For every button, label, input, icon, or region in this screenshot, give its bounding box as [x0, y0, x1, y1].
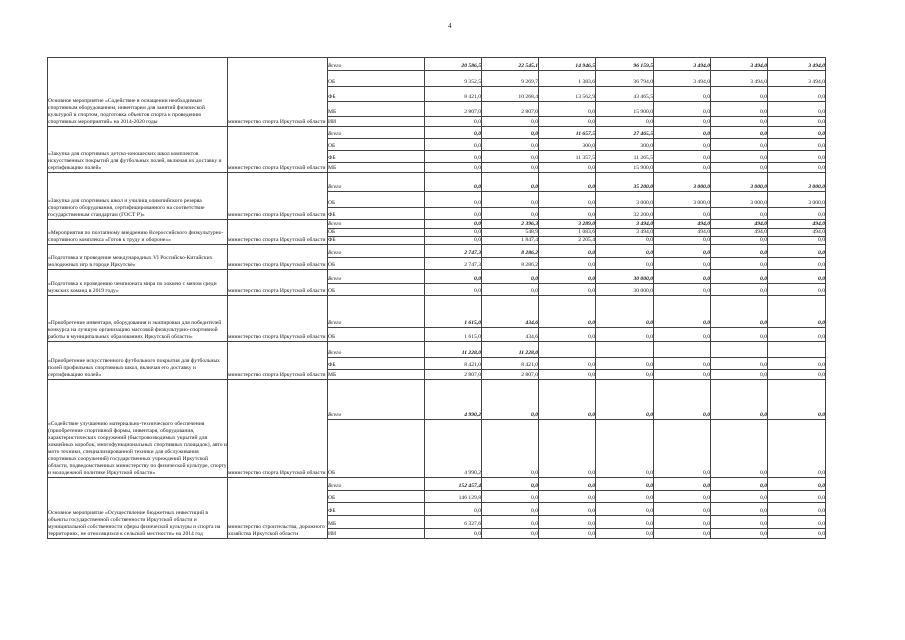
- amount-cell: 0,0: [596, 358, 654, 370]
- budget-table: [47, 57, 826, 539]
- funding-source: ИИ: [328, 117, 425, 127]
- amount-cell: 0,0: [768, 370, 826, 380]
- amount-cell: 0,0: [596, 529, 654, 539]
- funding-source: ОБ: [328, 192, 425, 208]
- amount-cell: 0,0: [482, 163, 539, 173]
- amount-cell: 0,0: [425, 229, 482, 237]
- amount-cell: 0,0: [539, 163, 596, 173]
- amount-cell: 1 083,6: [539, 229, 596, 237]
- amount-cell: 22 545,1: [482, 58, 539, 71]
- funding-source: Всего: [328, 342, 425, 358]
- funding-source: ОБ: [328, 420, 425, 478]
- amount-cell: 0,0: [539, 173, 596, 192]
- amount-cell: 0,0: [539, 258, 596, 270]
- amount-cell: 0,0: [539, 192, 596, 208]
- table-row: [48, 173, 826, 192]
- amount-cell: 0,0: [654, 87, 711, 102]
- amount-cell: 0,0: [654, 296, 711, 328]
- measure-name: «Мероприятия по поэтапному внедрению Всероссийского физкультурно-спортивного комплекса «Готов к труду и обороне»»: [48, 220, 228, 245]
- amount-cell: 0,0: [539, 370, 596, 380]
- budget-table-body: [48, 58, 826, 539]
- amount-cell: 0,0: [654, 163, 711, 173]
- amount-cell: 43 465,5: [596, 87, 654, 102]
- funding-source: Всего: [328, 245, 425, 258]
- amount-cell: 0,0: [768, 258, 826, 270]
- amount-cell: 0,0: [654, 370, 711, 380]
- amount-cell: 0,0: [711, 127, 768, 139]
- amount-cell: 0,0: [711, 516, 768, 529]
- amount-cell: 0,0: [539, 328, 596, 342]
- amount-cell: 0,0: [711, 478, 768, 491]
- amount-cell: 146 129,8: [425, 491, 482, 503]
- funding-source: Всего: [328, 478, 425, 491]
- amount-cell: 0,0: [425, 192, 482, 208]
- amount-cell: 13 562,9: [539, 87, 596, 102]
- amount-cell: 0,0: [539, 420, 596, 478]
- measure-name: «Подготовка к проведению чемпионата мира по хоккею с мячом среди мужских команд в 2019 году»: [48, 270, 228, 296]
- funding-source: МБ: [328, 102, 425, 117]
- amount-cell: 0,0: [596, 328, 654, 342]
- funding-source: Всего: [328, 127, 425, 139]
- amount-cell: 8 286,2: [482, 245, 539, 258]
- funding-source: ОБ: [328, 139, 425, 151]
- amount-cell: 0,0: [711, 208, 768, 220]
- funding-source: МБ: [328, 370, 425, 380]
- amount-cell: 434,6: [482, 296, 539, 328]
- amount-cell: 1 615,0: [425, 328, 482, 342]
- amount-cell: 0,0: [482, 208, 539, 220]
- amount-cell: 0,0: [711, 102, 768, 117]
- amount-cell: 3 289,0: [539, 220, 596, 229]
- amount-cell: 3 494,0: [596, 229, 654, 237]
- amount-cell: 0,0: [482, 529, 539, 539]
- amount-cell: 0,0: [768, 420, 826, 478]
- amount-cell: 1 383,6: [539, 71, 596, 87]
- amount-cell: 0,0: [768, 151, 826, 163]
- funding-source: ОБ: [328, 328, 425, 342]
- amount-cell: 10 268,4: [482, 87, 539, 102]
- amount-cell: 0,0: [768, 491, 826, 503]
- amount-cell: 300,0: [539, 139, 596, 151]
- amount-cell: 0,0: [768, 163, 826, 173]
- amount-cell: 0,0: [482, 503, 539, 516]
- amount-cell: 0,0: [711, 237, 768, 245]
- amount-cell: 0,0: [425, 117, 482, 127]
- amount-cell: 0,0: [482, 270, 539, 284]
- amount-cell: 2 747,3: [425, 258, 482, 270]
- amount-cell: 11 228,0: [482, 342, 539, 358]
- amount-cell: 0,0: [596, 503, 654, 516]
- amount-cell: 8 421,0: [425, 87, 482, 102]
- amount-cell: 11 657,5: [539, 127, 596, 139]
- amount-cell: 2 807,0: [425, 102, 482, 117]
- funding-source: ФБ: [328, 208, 425, 220]
- amount-cell: 0,0: [596, 478, 654, 491]
- funding-source: ФБ: [328, 237, 425, 245]
- amount-cell: 0,0: [482, 117, 539, 127]
- amount-cell: 0,0: [539, 380, 596, 420]
- funding-source: ОБ: [328, 258, 425, 270]
- amount-cell: 3 494,0: [654, 58, 711, 71]
- amount-cell: 152 457,4: [425, 478, 482, 491]
- measure-name: «Подготовка и проведение международных VI Российско-Китайских молодежных игр в городе Иркутске»: [48, 245, 228, 270]
- amount-cell: 494,0: [654, 229, 711, 237]
- amount-cell: 0,0: [596, 258, 654, 270]
- funding-source: ОБ: [328, 491, 425, 503]
- amount-cell: 3 494,0: [768, 71, 826, 87]
- amount-cell: 0,0: [711, 370, 768, 380]
- amount-cell: 0,0: [482, 173, 539, 192]
- amount-cell: 3 494,0: [711, 71, 768, 87]
- executor: министерство спорта Иркутской области: [228, 296, 328, 342]
- amount-cell: 15 900,0: [596, 163, 654, 173]
- amount-cell: 0,0: [654, 420, 711, 478]
- amount-cell: 0,0: [654, 117, 711, 127]
- amount-cell: 0,0: [482, 192, 539, 208]
- funding-source: Всего: [328, 220, 425, 229]
- amount-cell: 3 000,0: [654, 173, 711, 192]
- amount-cell: 0,0: [768, 328, 826, 342]
- amount-cell: 0,0: [768, 245, 826, 258]
- amount-cell: 8 421,0: [425, 358, 482, 370]
- amount-cell: 8 421,0: [482, 358, 539, 370]
- amount-cell: 0,0: [539, 503, 596, 516]
- table-row: [48, 342, 826, 358]
- funding-source: ФБ: [328, 358, 425, 370]
- funding-source: ОБ: [328, 71, 425, 87]
- amount-cell: 11 357,5: [539, 151, 596, 163]
- amount-cell: 0,0: [596, 380, 654, 420]
- amount-cell: 0,0: [768, 139, 826, 151]
- amount-cell: 0,0: [425, 503, 482, 516]
- measure-name: Основное мероприятие «Содействие в оснащении необходимым спортивным оборудованием, инвентарем для занятий физической культурой и спортом, подготовка объектов спорта к проведению спортивных мероприятий» на 2014-2020 годы: [48, 58, 228, 127]
- amount-cell: 9 352,5: [425, 71, 482, 87]
- amount-cell: 0,0: [768, 270, 826, 284]
- amount-cell: 0,0: [596, 296, 654, 328]
- amount-cell: 0,0: [539, 117, 596, 127]
- amount-cell: 14 946,5: [539, 58, 596, 71]
- amount-cell: 0,0: [482, 516, 539, 529]
- amount-cell: 9 269,7: [482, 71, 539, 87]
- amount-cell: 0,0: [654, 529, 711, 539]
- measure-name: «Содействие улучшению материально-технического обеспечения (приобретение спортивной формы, инвентаря, оборудования, характеристических сооружений (быстровозводимых укрытий для хоккейных коробок, многофункциональных спортивных площадок), авто и мото техники, специализированной техники для обслуживания спортивных сооружений) государственных учреждений Иркутской области, подведомственных министерству по физической культуре, спорту и молодежной политике Иркутской области»: [48, 380, 228, 478]
- amount-cell: 8 286,2: [482, 258, 539, 270]
- amount-cell: 0,0: [768, 358, 826, 370]
- amount-cell: 0,0: [768, 529, 826, 539]
- amount-cell: 494,0: [768, 220, 826, 229]
- amount-cell: 0,0: [654, 328, 711, 342]
- amount-cell: 0,0: [425, 529, 482, 539]
- amount-cell: 2 205,4: [539, 237, 596, 245]
- amount-cell: 548,9: [482, 229, 539, 237]
- amount-cell: 0,0: [654, 139, 711, 151]
- amount-cell: 0,0: [711, 420, 768, 478]
- amount-cell: 0,0: [768, 87, 826, 102]
- amount-cell: 0,0: [654, 380, 711, 420]
- amount-cell: 0,0: [482, 478, 539, 491]
- amount-cell: 494,0: [711, 220, 768, 229]
- amount-cell: 3 000,0: [596, 192, 654, 208]
- amount-cell: 0,0: [711, 163, 768, 173]
- amount-cell: 6 327,6: [425, 516, 482, 529]
- amount-cell: 0,0: [768, 516, 826, 529]
- amount-cell: 30 000,0: [596, 284, 654, 296]
- amount-cell: 3 000,0: [711, 192, 768, 208]
- amount-cell: 0,0: [768, 237, 826, 245]
- amount-cell: 0,0: [425, 237, 482, 245]
- amount-cell: 0,0: [711, 503, 768, 516]
- table-row: [48, 220, 826, 229]
- funding-source: ОБ: [328, 284, 425, 296]
- amount-cell: 3 000,0: [654, 192, 711, 208]
- amount-cell: 3 000,0: [768, 173, 826, 192]
- amount-cell: 0,0: [654, 127, 711, 139]
- amount-cell: 35 200,0: [596, 173, 654, 192]
- amount-cell: 0,0: [596, 245, 654, 258]
- amount-cell: [596, 342, 654, 358]
- funding-source: ИИ: [328, 529, 425, 539]
- amount-cell: 0,0: [711, 296, 768, 328]
- amount-cell: 0,0: [711, 139, 768, 151]
- amount-cell: 0,0: [768, 117, 826, 127]
- amount-cell: 11 265,5: [596, 151, 654, 163]
- amount-cell: 0,0: [539, 245, 596, 258]
- table-row: [48, 245, 826, 258]
- funding-source: ФБ: [328, 87, 425, 102]
- amount-cell: 0,0: [425, 173, 482, 192]
- measure-name: «Закупка для спортивных детско-юношеских школ комплектов искусственных покрытий для футбольных полей, включая их доставку и сертификацию полей»: [48, 127, 228, 173]
- executor: министерство спорта Иркутской области: [228, 245, 328, 270]
- measure-name: «Приобретение искусственного футбольного покрытия для футбольных полей профильных спортивных школ, включая его доставку и сертификацию полей»: [48, 342, 228, 380]
- amount-cell: 0,0: [711, 380, 768, 420]
- executor: министерство спорта Иркутской области: [228, 220, 328, 245]
- amount-cell: 0,0: [711, 87, 768, 102]
- table-row: [48, 58, 826, 71]
- table-row: [48, 478, 826, 491]
- amount-cell: 0,0: [596, 491, 654, 503]
- measure-name: «Закупка для спортивных школ и училищ олимпийского резерва спортивного оборудования, сертифицированного на соответствие государственным стандартам (ГОСТ Р)»: [48, 173, 228, 220]
- amount-cell: 4 990,2: [425, 420, 482, 478]
- executor: министерство спорта Иркутской области: [228, 173, 328, 220]
- amount-cell: 0,0: [711, 151, 768, 163]
- amount-cell: 0,0: [654, 284, 711, 296]
- amount-cell: 32 200,0: [596, 208, 654, 220]
- amount-cell: 0,0: [768, 503, 826, 516]
- funding-source: Всего: [328, 380, 425, 420]
- amount-cell: 0,0: [539, 270, 596, 284]
- amount-cell: 0,0: [768, 102, 826, 117]
- amount-cell: 3 000,0: [711, 173, 768, 192]
- amount-cell: 0,0: [654, 270, 711, 284]
- amount-cell: 0,0: [425, 208, 482, 220]
- amount-cell: 0,0: [539, 102, 596, 117]
- amount-cell: 0,0: [425, 220, 482, 229]
- amount-cell: 0,0: [654, 237, 711, 245]
- amount-cell: 0,0: [425, 127, 482, 139]
- funding-source: МБ: [328, 516, 425, 529]
- measure-name: Основное мероприятие «Осуществление бюджетных инвестиций в объекты государственной собственности Иркутской области и муниципальной собственности сферы физической культуры и спорта на территориях, не относящихся к сельской местности» на 2014 год: [48, 478, 228, 539]
- amount-cell: 0,0: [654, 358, 711, 370]
- amount-cell: 0,0: [539, 478, 596, 491]
- executor: министерство спорта Иркутской области: [228, 380, 328, 478]
- funding-source: МБ: [328, 163, 425, 173]
- page-number: 4: [448, 22, 452, 30]
- amount-cell: 0,0: [711, 328, 768, 342]
- amount-cell: 0,0: [482, 151, 539, 163]
- amount-cell: 0,0: [596, 370, 654, 380]
- amount-cell: 0,0: [654, 151, 711, 163]
- amount-cell: 0,0: [654, 258, 711, 270]
- amount-cell: 0,0: [711, 270, 768, 284]
- amount-cell: 1 615,0: [425, 296, 482, 328]
- executor: министерство спорта Иркутской области: [228, 342, 328, 380]
- amount-cell: 2 807,0: [425, 370, 482, 380]
- funding-source: Всего: [328, 173, 425, 192]
- amount-cell: 0,0: [711, 258, 768, 270]
- amount-cell: 0,0: [711, 284, 768, 296]
- amount-cell: 0,0: [596, 237, 654, 245]
- amount-cell: 0,0: [654, 491, 711, 503]
- amount-cell: 0,0: [482, 139, 539, 151]
- amount-cell: 0,0: [768, 284, 826, 296]
- amount-cell: [539, 342, 596, 358]
- amount-cell: 0,0: [711, 358, 768, 370]
- amount-cell: 30 000,0: [596, 270, 654, 284]
- measure-name: «Приобретение инвентаря, оборудования и экипировки для победителей конкурса на лучшую организацию массовой физкультурно-спортивной работы в муниципальных образованиях Иркутской области»: [48, 296, 228, 342]
- funding-source: ФБ: [328, 151, 425, 163]
- amount-cell: 494,0: [654, 220, 711, 229]
- amount-cell: 0,0: [768, 380, 826, 420]
- amount-cell: 0,0: [768, 208, 826, 220]
- funding-source: Всего: [328, 58, 425, 71]
- amount-cell: 0,0: [425, 284, 482, 296]
- amount-cell: 0,0: [482, 491, 539, 503]
- amount-cell: 0,0: [539, 529, 596, 539]
- amount-cell: 434,6: [482, 328, 539, 342]
- amount-cell: 0,0: [482, 420, 539, 478]
- amount-cell: 3 494,0: [768, 58, 826, 71]
- amount-cell: [654, 342, 711, 358]
- executor: министерство спорта Иркутской области: [228, 58, 328, 127]
- amount-cell: 4 990,2: [425, 380, 482, 420]
- executor: министерство спорта Иркутской области: [228, 127, 328, 173]
- executor: министерство спорта Иркутской области: [228, 270, 328, 296]
- funding-source: Всего: [328, 296, 425, 328]
- amount-cell: 0,0: [711, 245, 768, 258]
- amount-cell: 0,0: [539, 358, 596, 370]
- table-row: [48, 127, 826, 139]
- amount-cell: 0,0: [539, 284, 596, 296]
- amount-cell: 0,0: [596, 516, 654, 529]
- table-row: [48, 296, 826, 328]
- amount-cell: 0,0: [539, 516, 596, 529]
- amount-cell: 1 847,4: [482, 237, 539, 245]
- amount-cell: 0,0: [596, 117, 654, 127]
- amount-cell: 0,0: [482, 127, 539, 139]
- amount-cell: 0,0: [539, 491, 596, 503]
- amount-cell: 96 159,5: [596, 58, 654, 71]
- amount-cell: 2 807,0: [482, 370, 539, 380]
- amount-cell: 36 794,0: [596, 71, 654, 87]
- executor: министерство строительства, дорожного хозяйства Иркутской области: [228, 478, 328, 539]
- table-row: [48, 270, 826, 284]
- amount-cell: 0,0: [768, 478, 826, 491]
- amount-cell: [768, 342, 826, 358]
- amount-cell: 15 900,0: [596, 102, 654, 117]
- amount-cell: 0,0: [654, 478, 711, 491]
- amount-cell: 0,0: [596, 420, 654, 478]
- amount-cell: 0,0: [482, 284, 539, 296]
- amount-cell: 0,0: [425, 139, 482, 151]
- amount-cell: 0,0: [539, 296, 596, 328]
- amount-cell: 0,0: [654, 102, 711, 117]
- amount-cell: 0,0: [768, 127, 826, 139]
- funding-source: Всего: [328, 270, 425, 284]
- amount-cell: 20 586,5: [425, 58, 482, 71]
- amount-cell: 2 747,3: [425, 245, 482, 258]
- amount-cell: 0,0: [425, 270, 482, 284]
- amount-cell: [711, 342, 768, 358]
- amount-cell: 0,0: [425, 163, 482, 173]
- funding-source: ФБ: [328, 503, 425, 516]
- amount-cell: 0,0: [654, 516, 711, 529]
- amount-cell: 0,0: [654, 245, 711, 258]
- amount-cell: 0,0: [711, 117, 768, 127]
- amount-cell: 494,0: [768, 229, 826, 237]
- amount-cell: 0,0: [711, 529, 768, 539]
- amount-cell: 3 494,0: [654, 71, 711, 87]
- amount-cell: 11 228,0: [425, 342, 482, 358]
- amount-cell: 0,0: [711, 491, 768, 503]
- table-row: [48, 380, 826, 420]
- amount-cell: 0,0: [768, 296, 826, 328]
- amount-cell: 0,0: [654, 503, 711, 516]
- amount-cell: 0,0: [482, 380, 539, 420]
- amount-cell: 0,0: [539, 208, 596, 220]
- amount-cell: 0,0: [654, 208, 711, 220]
- amount-cell: 300,0: [596, 139, 654, 151]
- amount-cell: 3 494,0: [596, 220, 654, 229]
- funding-source: ОБ: [328, 229, 425, 237]
- amount-cell: 3 494,0: [711, 58, 768, 71]
- amount-cell: 3 000,0: [768, 192, 826, 208]
- amount-cell: 2 807,0: [482, 102, 539, 117]
- amount-cell: 2 396,3: [482, 220, 539, 229]
- amount-cell: 0,0: [425, 151, 482, 163]
- amount-cell: 494,0: [711, 229, 768, 237]
- amount-cell: 27 465,5: [596, 127, 654, 139]
